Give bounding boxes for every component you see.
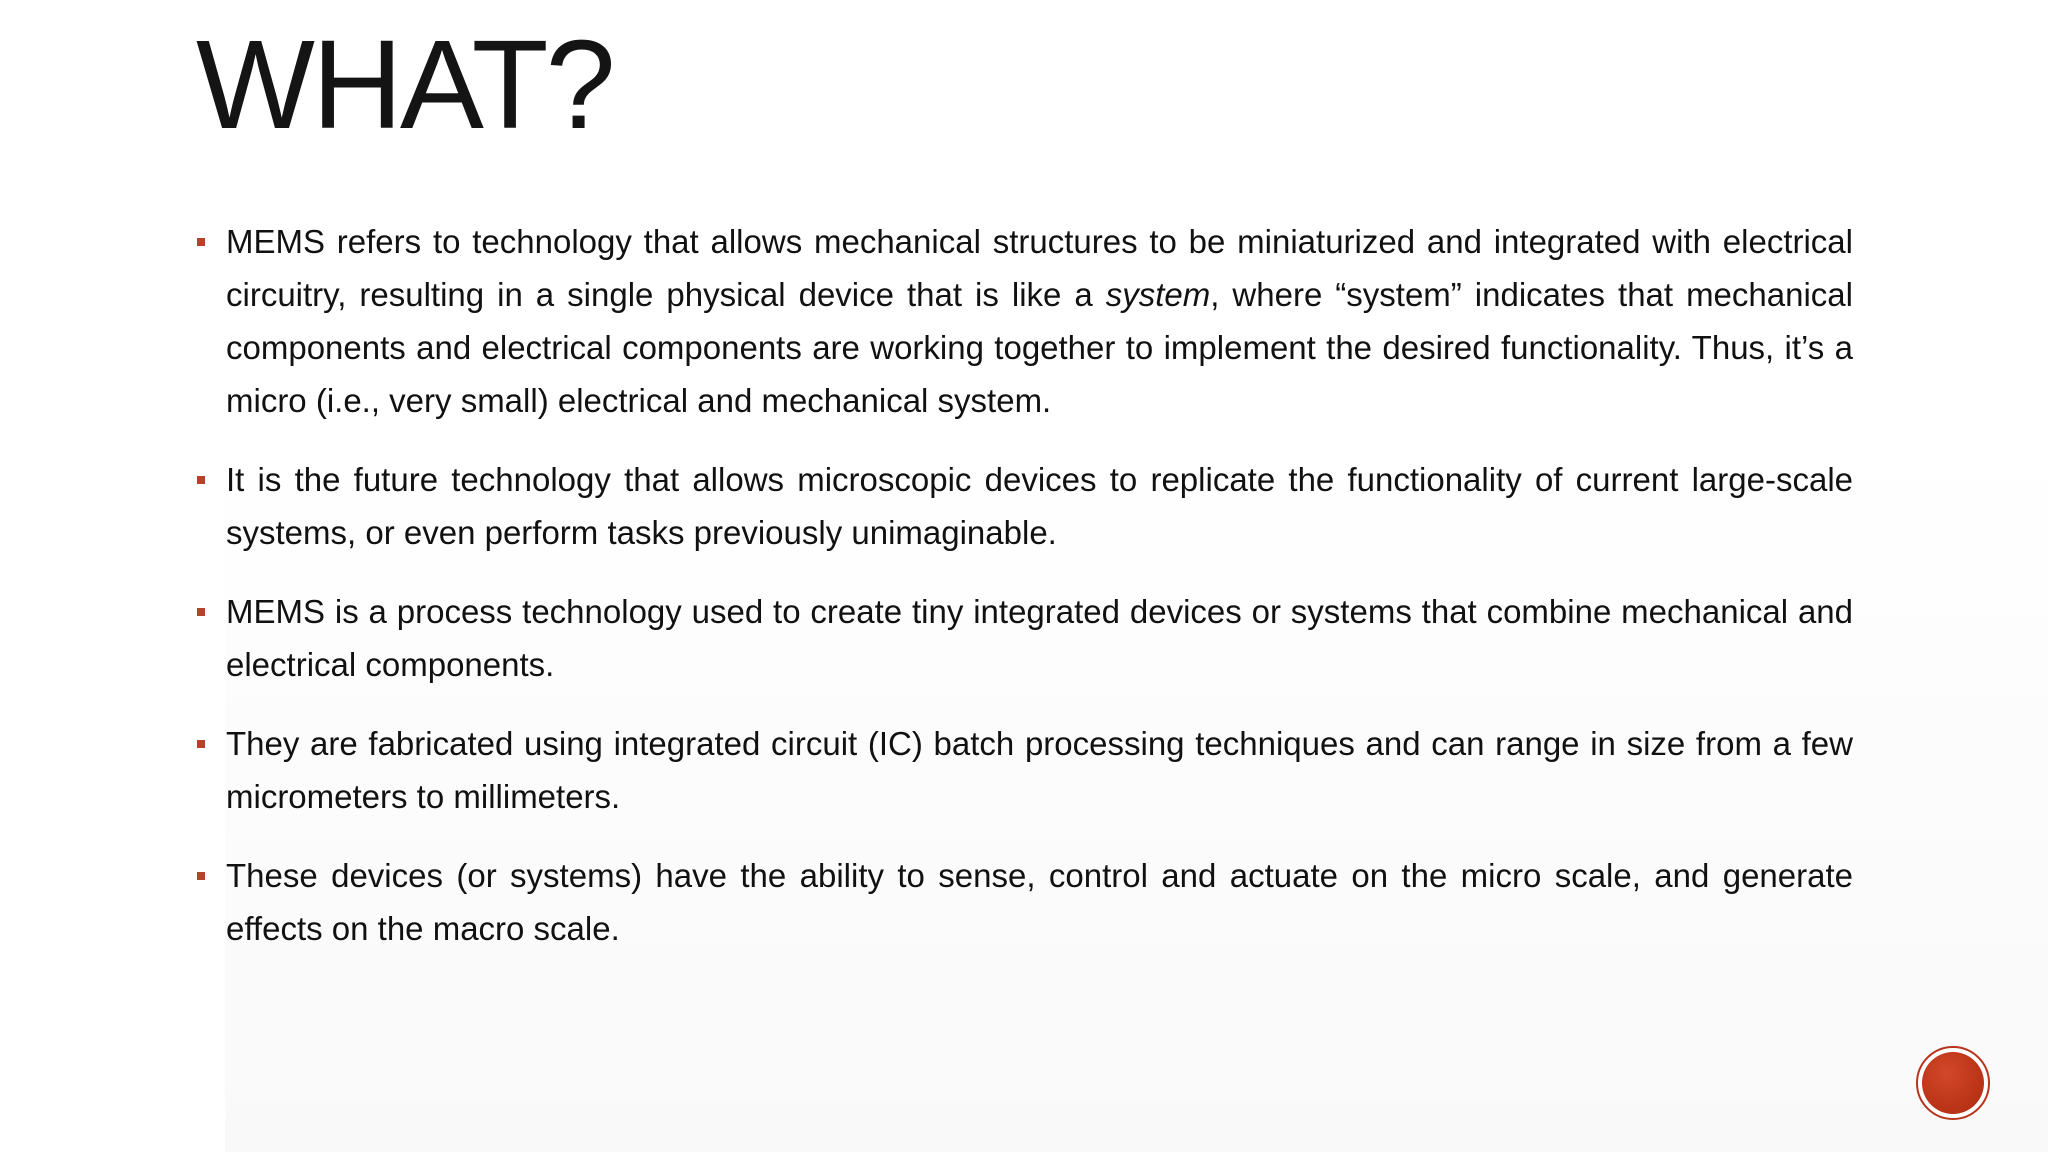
bullet-item <box>193 717 1853 823</box>
bullet-marker-icon <box>197 872 205 880</box>
bullet-text: MEMS refers to technology that allows mechanical structures to be miniaturized and integrated with electrical circuitry, resulting in a single physical device that is like a <box>226 223 1853 313</box>
bullet-item <box>193 585 1853 691</box>
bullet-marker-icon <box>197 740 205 748</box>
bullet-list <box>193 215 1853 981</box>
bullet-item <box>193 215 1853 427</box>
slide-nav-circle-button[interactable] <box>1916 1046 1990 1120</box>
bullet-marker-icon <box>197 476 205 484</box>
bullet-marker-icon <box>197 238 205 246</box>
bullet-item <box>193 849 1853 955</box>
bullet-text: , where “system” indicates that mechanical components and electrical components are working together to implement the desired functionality. Thus, it’s a micro (i.e., very small) electrical and mechanical system. <box>226 276 1853 419</box>
bullet-text: These devices (or systems) have the ability to sense, control and actuate on the micro scale, and generate effects on the macro scale. <box>226 857 1853 947</box>
bullet-item <box>193 453 1853 559</box>
bullet-text: They are fabricated using integrated circuit (IC) batch processing techniques and can range in size from a few micrometers to millimeters. <box>226 725 1853 815</box>
slide-title: WHAT? <box>196 14 613 155</box>
bullet-text: It is the future technology that allows microscopic devices to replicate the functionality of current large-scale systems, or even perform tasks previously unimaginable. <box>226 461 1853 551</box>
bullet-marker-icon <box>197 608 205 616</box>
bullet-text-italic: system <box>1105 276 1211 313</box>
bullet-text: MEMS is a process technology used to create tiny integrated devices or systems that combine mechanical and electrical components. <box>226 593 1853 683</box>
red-circle-icon <box>1922 1052 1984 1114</box>
